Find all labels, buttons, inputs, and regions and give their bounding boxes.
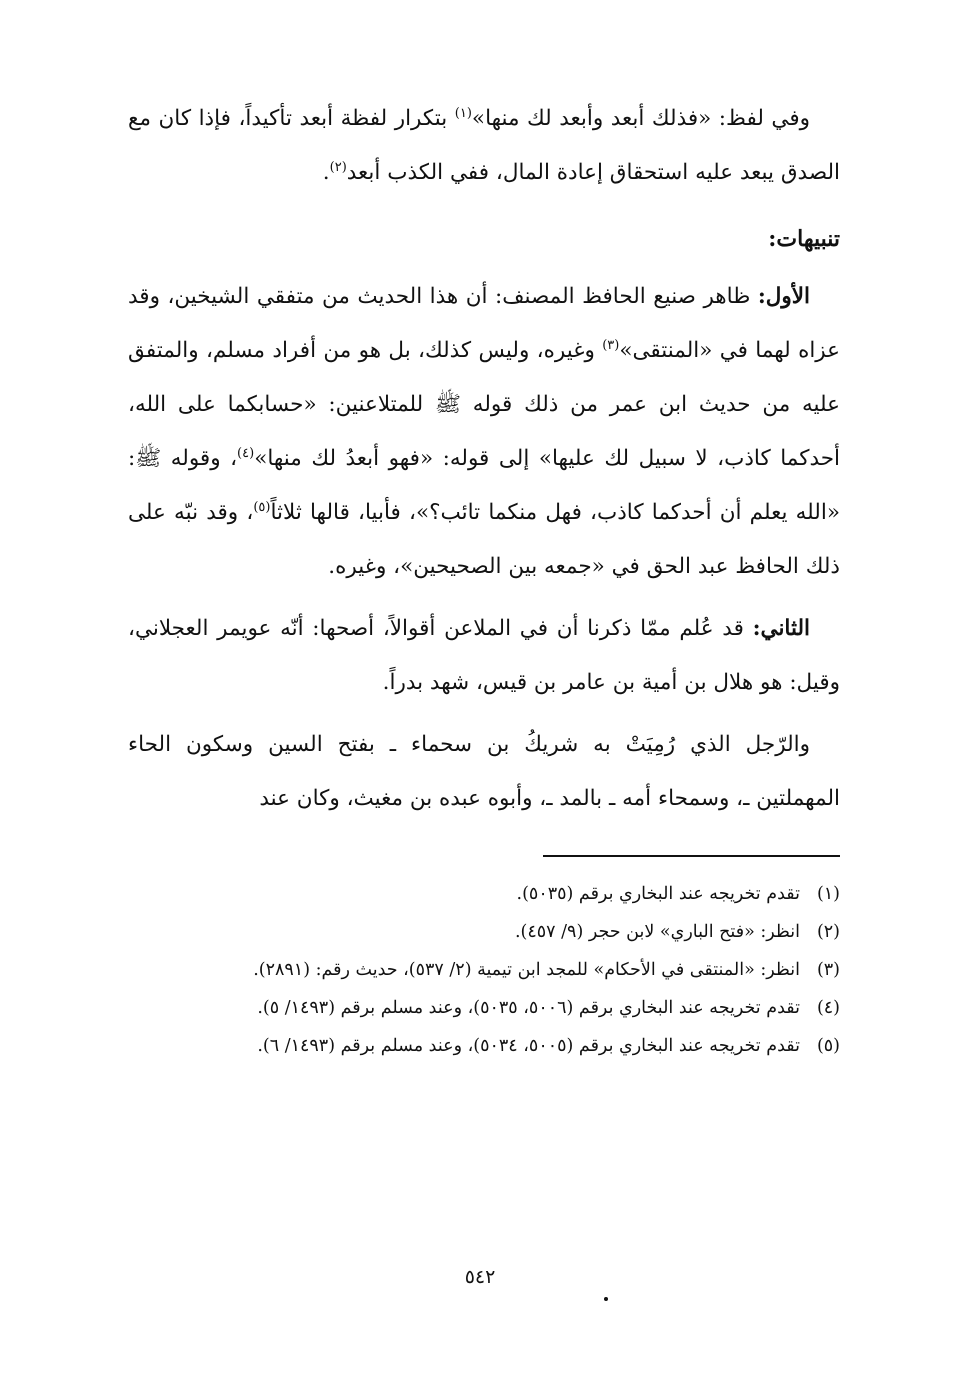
paragraph-4 — [128, 718, 840, 826]
footnote-text: انظر: «فتح الباري» لابن حجر (٩/ ٤٥٧). — [514, 922, 800, 942]
first-note-text-c: ، وقوله ﷺ: «الله يعلم أن أحدكما كاذب، فهل منكما تائب؟»، فأبيا، قالها ثلاثاً — [128, 446, 840, 525]
paragraph-1-text-c: . — [322, 160, 330, 185]
footnote-ref-4[interactable]: (٤) — [237, 445, 255, 461]
footnote-item — [128, 952, 840, 988]
paragraph-4-text: والرّجل الذي رُمِيَتْ به شريكُ بن سحماء ـ بفتح السين وسكون الحاء المهملتين ـ، وسمحاء أمه ـ بالمد ـ، وأبوه عبده بن مغيث، وكان عند — [128, 732, 840, 811]
paragraph-first-note — [128, 270, 840, 594]
footnote-item — [128, 1028, 840, 1064]
footnote-ref-5[interactable]: (٥) — [253, 499, 271, 515]
paragraph-1 — [128, 92, 840, 200]
paragraph-1-text-b: بتكرار لفظة أبعد تأكيداً، فإذا كان مع الصدق يبعد عليه استحقاق إعادة المال، ففي الكذب أبعد — [128, 106, 840, 185]
footnote-number: (٣) — [816, 960, 840, 980]
page-body — [128, 92, 840, 1342]
first-note-text-a: ظاهر صنيع الحافظ المصنف: أن هذا الحديث من متفقي الشيخين، وقد عزاه لهما في «المنتقى» — [128, 284, 840, 363]
first-note-lead: الأول: — [757, 284, 810, 309]
footnote-text: تقدم تخريجه عند البخاري برقم (٥٠٠٦، ٥٠٣٥)، وعند مسلم برقم (١٤٩٣/ ٥). — [257, 998, 800, 1018]
paragraph-1-text-a: وفي لفظ: «فذلك أبعد وأبعد لك منها» — [471, 106, 810, 131]
first-note-text-b: وغيره، وليس كذلك، بل هو من أفراد مسلم، والمتفق عليه من حديث ابن عمر من ذلك قوله ﷺ للمتلاعنين: «حسابكما على الله، أحدكما كاذب، لا سبيل لك عليها» إلى قوله: «فهو أبعدُ لك منها» — [128, 338, 840, 471]
footnote-ref-1[interactable]: (١) — [454, 105, 472, 121]
paragraph-second-note — [128, 602, 840, 710]
scan-dot — [604, 1297, 608, 1301]
section-heading: تنبيهات: — [768, 226, 840, 252]
first-note-text-d: ، وقد نبّه على ذلك الحافظ عبد الحق في «جمعه بين الصحيحين»، وغيره. — [128, 500, 840, 579]
page-number: ٥٤٢ — [464, 1266, 496, 1288]
footnote-ref-2[interactable]: (٢) — [329, 159, 347, 175]
footnote-separator — [543, 855, 840, 857]
footnote-ref-3[interactable]: (٣) — [602, 337, 620, 353]
footnote-number: (٢) — [816, 922, 840, 942]
footnote-number: (٥) — [816, 1036, 840, 1056]
second-note-lead: الثاني: — [752, 616, 810, 641]
footnote-item — [128, 990, 840, 1026]
footnote-item — [128, 876, 840, 912]
footnote-text: تقدم تخريجه عند البخاري برقم (٥٠٣٥). — [516, 884, 800, 904]
footnote-number: (٤) — [816, 998, 840, 1018]
footnote-number: (١) — [816, 884, 840, 904]
footnote-item — [128, 914, 840, 950]
second-note-text: قد عُلم ممّا ذكرنا أن في الملاعن أقوالاً، أصحها: أنّه عويمر العجلاني، وقيل: هو هلال بن أمية بن عامر بن قيس، شهد بدراً. — [128, 616, 840, 695]
footnote-text: انظر: «المنتقى في الأحكام» للمجد ابن تيمية (٢/ ٥٣٧)، حديث رقم: (٢٨٩١). — [253, 960, 800, 980]
footnote-text: تقدم تخريجه عند البخاري برقم (٥٠٠٥، ٥٠٣٤)، وعند مسلم برقم (١٤٩٣/ ٦). — [257, 1036, 800, 1056]
footnotes — [128, 876, 840, 1066]
